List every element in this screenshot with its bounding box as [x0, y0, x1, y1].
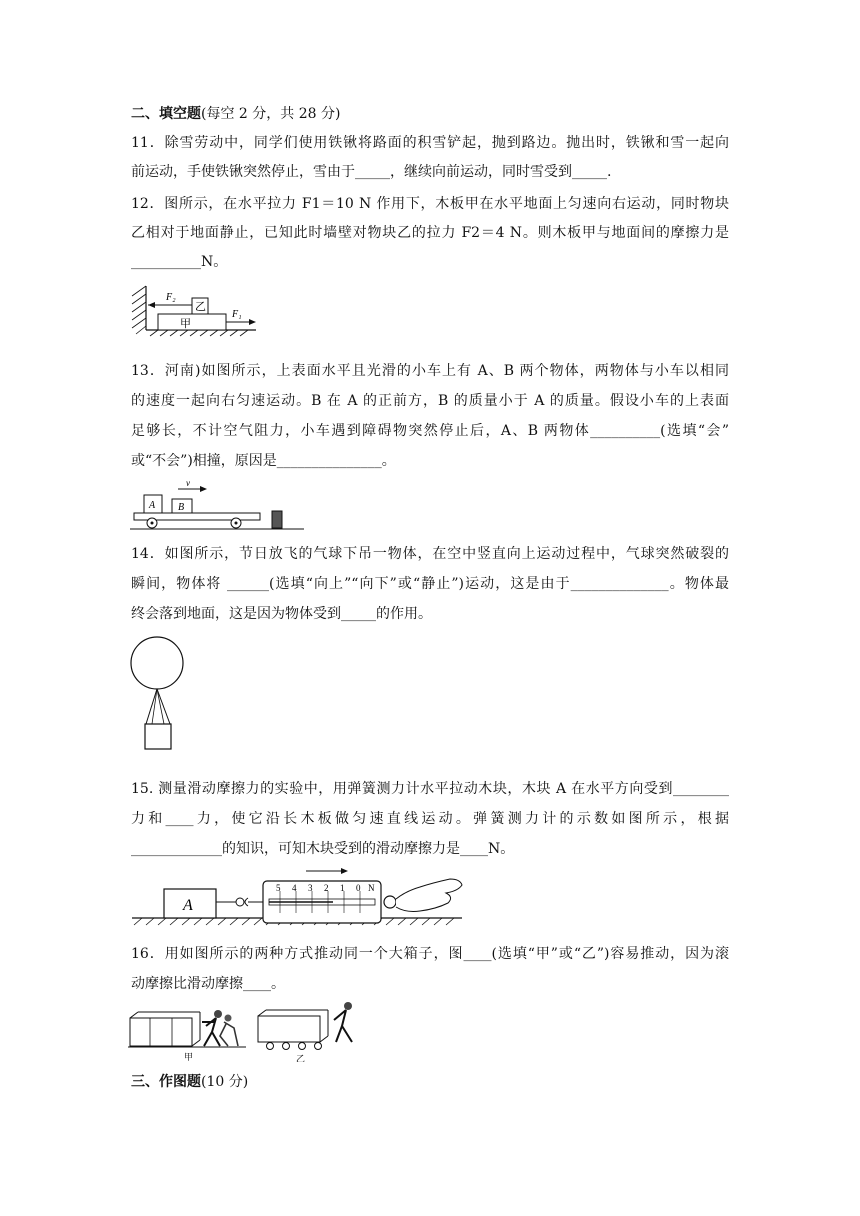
- section-title: 二、填空题: [131, 106, 201, 122]
- q14-line-2: 瞬间，物体将 ______(选填“向上”“向下”或“静止”)运动，这是由于______________。物体最: [131, 576, 729, 592]
- q15-line-2: 力和____力，使它沿长木板做匀速直线运动。弹簧测力计的示数如图所示，根据: [131, 811, 729, 827]
- f2-label: F₂: [166, 292, 176, 303]
- fig-yi-label: 乙: [296, 1054, 306, 1062]
- q12-line-1: 12．图所示，在水平拉力 F1＝10 N 作用下，木板甲在水平地面上匀速向右运动，同时物块: [131, 196, 729, 212]
- q16-figure-pushing-boxes: [128, 1000, 378, 1062]
- q13-figure-cart-obstacle: [128, 479, 308, 535]
- scale-label-0: 0: [356, 883, 361, 893]
- q12-line-3: __________N。: [131, 254, 228, 270]
- block-a-label: A: [149, 500, 156, 511]
- scale-unit-label: N: [368, 883, 375, 893]
- q13-line-4: 或“不会”)相撞，原因是_______________。: [131, 453, 396, 469]
- q16-line-2: 动摩擦比滑动摩擦____。: [131, 976, 285, 992]
- q11-line-1: 11．除雪劳动中，同学们使用铁锹将路面的积雪铲起，抛到路边。抛出时，铁锹和雪一起向: [131, 135, 729, 151]
- q16-line-1: 16．用如图所示的两种方式推动同一个大箱子，图____(选填“甲”或“乙”)容易推动，因为滚: [131, 946, 729, 962]
- q14-line-3: 终会落到地面，这是因为物体受到_____的作用。: [131, 606, 432, 622]
- scale-label-1: 1: [340, 883, 345, 893]
- scale-label-4: 4: [292, 883, 297, 893]
- f1-label: F₁: [232, 309, 242, 320]
- q11-line-2: 前运动，手使铁锹突然停止，雪由于_____，继续向前运动，同时雪受到_____.: [131, 164, 612, 180]
- section-score-note: (每空 2 分，共 28 分): [201, 106, 341, 122]
- velocity-label: v: [186, 479, 190, 488]
- fig-jia-label: 甲: [184, 1052, 194, 1062]
- board-jia-label: 甲: [180, 318, 191, 330]
- q13-line-2: 的速度一起向右匀速运动。B 在 A 的正前方，B 的质量小于 A 的质量。假设小车的上表面: [131, 393, 729, 409]
- scale-label-5: 5: [276, 883, 281, 893]
- q13-line-1: 13．河南)如图所示，上表面水平且光滑的小车上有 A、B 两个物体，两物体与小车以相同: [131, 363, 729, 379]
- q12-figure-wall-block-board: [128, 284, 263, 338]
- block-a-label: A: [183, 897, 193, 914]
- q14-line-1: 14．如图所示，节日放飞的气球下吊一物体，在空中竖直向上运动过程中，气球突然破裂的: [131, 546, 729, 562]
- section3-heading: [131, 1072, 248, 1092]
- scale-label-3: 3: [308, 883, 313, 893]
- q15-figure-spring-scale: [128, 865, 468, 927]
- q14-figure-balloon: [128, 634, 188, 752]
- block-yi-label: 乙: [195, 301, 206, 313]
- q15-line-3: _____________的知识，可知木块受到的滑动摩擦力是____N。: [131, 841, 515, 857]
- section-heading: [131, 104, 340, 124]
- q15-line-1: 15. 测量滑动摩擦力的实验中，用弹簧测力计水平拉动木块，木块 A 在水平方向受到________: [131, 781, 729, 797]
- section3-score-note: (10 分): [201, 1074, 249, 1090]
- scale-label-2: 2: [324, 883, 329, 893]
- q12-line-2: 乙相对于地面静止，已知此时墙壁对物块乙的拉力 F2＝4 N。则木板甲与地面间的摩擦力是: [131, 225, 729, 241]
- q13-line-3: 足够长，不计空气阻力，小车遇到障碍物突然停止后，A、B 两物体__________(选填“会”: [131, 423, 729, 439]
- section3-title: 三、作图题: [131, 1074, 201, 1090]
- block-b-label: B: [178, 502, 185, 513]
